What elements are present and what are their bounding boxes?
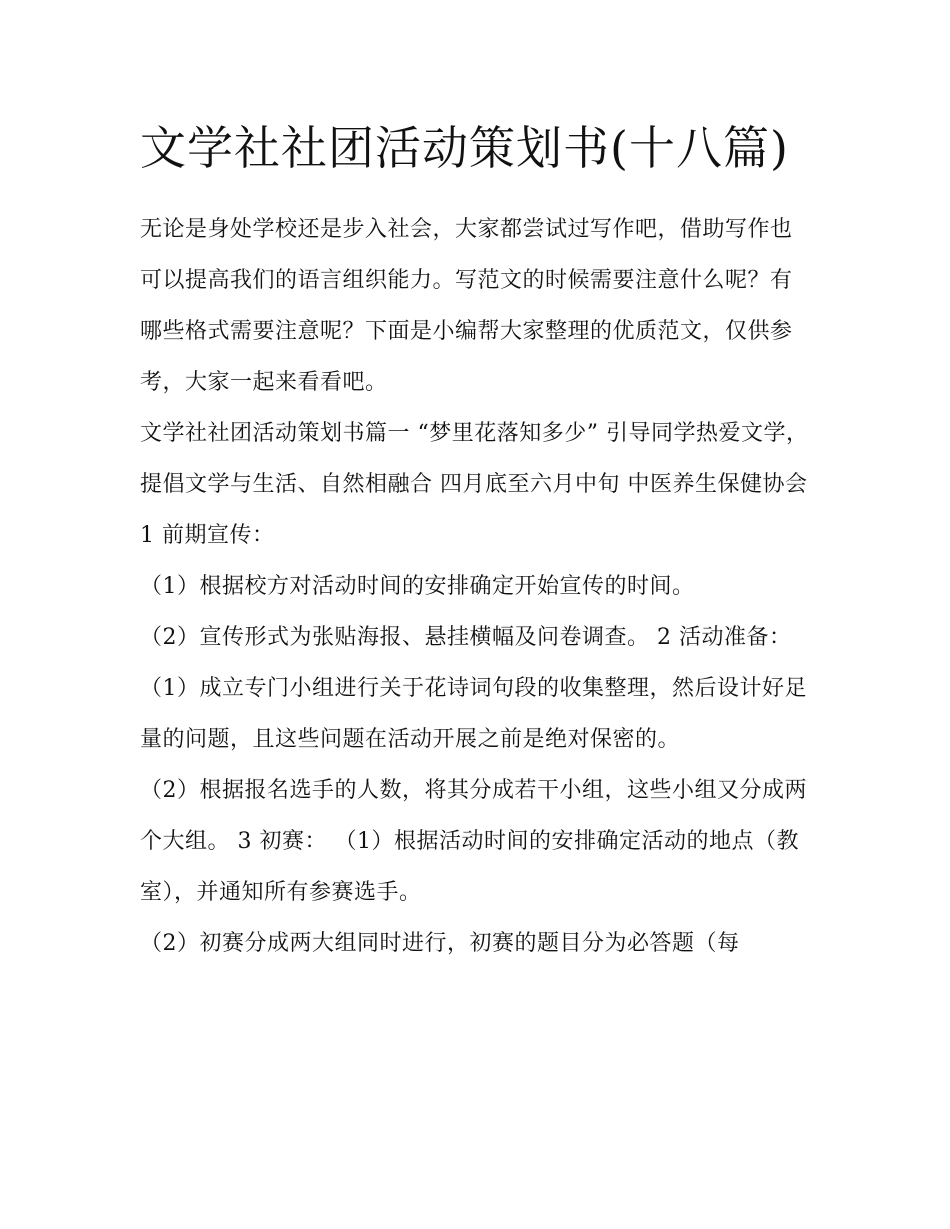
promotion-step-2: （2）宣传形式为张贴海报、悬挂横幅及问卷调查。 2 活动准备：	[140, 625, 792, 650]
preparation-step-1: （1）成立专门小组进行关于花诗词句段的收集整理，然后设计好足量的问题，且这些问题在活动开展之前是绝对保密的。	[140, 676, 807, 752]
plan-overview-paragraph: 文学社社团活动策划书篇一 “梦里花落知多少” 引导同学热爱文学，提倡文学与生活、自然相融合 四月底至六月中旬 中医养生保健协会 1 前期宣传：	[140, 421, 809, 548]
preparation-step-2: （2）根据报名选手的人数，将其分成若干小组，这些小组又分成两个大组。 3 初赛： （1）根据活动时间的安排确定活动的地点（教室），并通知所有参赛选手。	[140, 778, 807, 905]
intro-paragraph: 无论是身处学校还是步入社会，大家都尝试过写作吧，借助写作也可以提高我们的语言组织能力。写范文的时候需要注意什么呢？有哪些格式需要注意呢？下面是小编帮大家整理的优质范文，仅供参考，大家一起来看看吧。	[140, 217, 793, 395]
document-title: 文学社社团活动策划书(十八篇)	[140, 121, 789, 175]
document-body	[140, 112, 812, 969]
preliminary-step-2: （2）初赛分成两大组同时进行，初赛的题目分为必答题（每	[140, 931, 740, 956]
promotion-step-1: （1）根据校方对活动时间的安排确定开始宣传的时间。	[140, 574, 695, 599]
